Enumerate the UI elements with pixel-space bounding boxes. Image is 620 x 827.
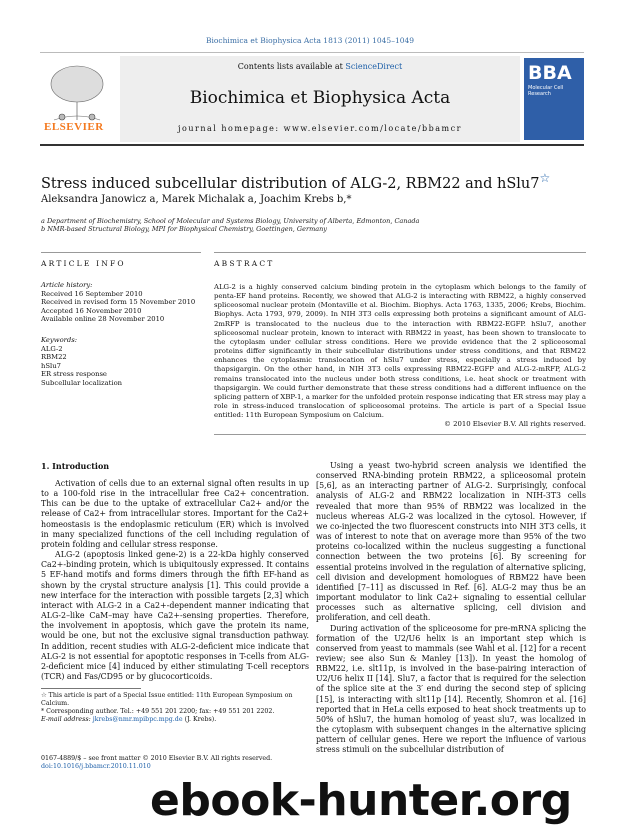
cover-subtitle: Molecular Cell Research: [528, 85, 564, 97]
contents-prefix: Contents lists available at: [237, 62, 346, 71]
doi-link[interactable]: doi:10.1016/j.bbamcr.2010.11.010: [41, 763, 151, 770]
left-column: [41, 479, 309, 682]
email-suffix: (J. Krebs).: [182, 716, 217, 723]
keywords-block: [41, 336, 201, 387]
keyword-item: Subcellular localization: [41, 378, 123, 387]
body-paragraph: ALG-2 (apoptosis linked gene-2) is a 22-kDa highly conserved Ca2+-binding protein, which is ubiquitously expressed. It contains 5 EF-hand motifs and forms dimers through the fifth EF-hand as shown by the crystal structure analysis [1]. This could provide a new interface for the interaction with possible targets [2,3] which interact with ALG-2 in a Ca2+-dependent manner indicating that ALG-2–like CaM–may have Ca2+-sensing properties. Therefore, the involvement in apoptosis, which gave the protein its name, would be one, but not the exclusive signal transduction pathway. In addition, recent studies with ALG-2-deficient mice indicate that ALG-2 is not essential for apoptotic responses in T-cells from ALG-2-deficient mice [4] induced by either stimulating T-cell receptors (TCR) and Fas/CD95 or by glucocorticoids.: [41, 550, 309, 681]
journal-citation[interactable]: Biochimica et Biophysica Acta 1813 (2011) 1045–1049: [205, 36, 415, 45]
email-line: [41, 716, 309, 724]
keyword-item: ALG-2: [41, 344, 63, 353]
abstract-label: ABSTRACT: [214, 259, 275, 268]
history-item: Available online 28 November 2010: [41, 315, 165, 323]
abstract-rule: [214, 252, 586, 253]
keyword-item: RBM22: [41, 353, 67, 361]
watermark-text: ebook-hunter.org: [150, 775, 572, 826]
history-item: Accepted 16 November 2010: [41, 306, 142, 315]
copyright-line: © 2010 Elsevier B.V. All rights reserved.: [444, 420, 586, 428]
article-title: [41, 169, 601, 193]
affiliation-a: a Department of Biochemistry, School of Molecular and Systems Biology, University of Alberta, Edmonton, Canada: [41, 217, 420, 225]
right-column: [316, 461, 586, 756]
email-link[interactable]: jkrebs@nmr.mpibpc.mpg.de: [92, 716, 183, 723]
body-paragraph: Activation of cells due to an external signal often results in up to a 100-fold rise in the intracellular free Ca2+ concentration. This can be due to the uptake of extracellular Ca2+ and/or the release of Ca2+ from intracellular stores. Important for the Ca2+ homeostasis is the endoplasmic reticulum (ER) which is involved in many specialized functions of the cell including regulation of protein folding and cellular stress response.: [41, 479, 309, 549]
issn-line: 0167-4889/$ – see front matter © 2010 Elsevier B.V. All rights reserved.: [41, 755, 273, 762]
history-heading: Article history:: [41, 281, 93, 289]
history-item: Received 16 September 2010: [41, 289, 143, 298]
keyword-item: ER stress response: [41, 370, 107, 378]
article-info-rule: [41, 252, 201, 253]
journal-title[interactable]: Biochimica et Biophysica Acta: [189, 88, 451, 108]
title-footnote-mark[interactable]: ☆: [539, 171, 551, 185]
body-paragraph: During activation of the spliceosome for pre-mRNA splicing the formation of the U2/U6 helix is an important step which is conserved from yeast to mammals (see Wahl et al. [12] for a recent review; see also Sun & Manley [13]). In yeast the homolog of RBM22, i.e. slt11p, is involved in the base-pairing interaction of U2/U6 helix II [14]. Slu7, a factor that is required for the selection of the splice site at the 3′ end during the second step of splicing [15], is interacting with slt11p [14]. Recently, Shomron et al. [16] reported that in HeLa cells exposed to heat shock treatments up to 50% of hSlu7, the human homolog of yeast slu7, was localized in the cytoplasm with subsequent changes in the alternative splicing pattern of cellular genes. Here we report the influence of various stress stimuli on the subcellular distribution of: [316, 623, 586, 755]
footnotes: [41, 692, 309, 724]
history-item: Received in revised form 15 November 2010: [41, 298, 196, 306]
special-issue-note: ☆ This article is part of a Special Issue entitled: 11th European Symposium on Calcium.: [41, 692, 293, 707]
keyword-item: hSlu7: [41, 361, 61, 370]
journal-homepage[interactable]: journal homepage: www.elsevier.com/locate/bbamcr: [178, 124, 462, 133]
elsevier-wordmark: ELSEVIER: [44, 121, 104, 133]
keywords-heading: Keywords:: [41, 336, 78, 344]
affiliation-b: b NMR-based Structural Biology, MPI for Biophysical Chemistry, Goettingen, Germany: [41, 225, 327, 233]
article-info-label: ARTICLE INFO: [41, 259, 126, 268]
body-paragraph: Using a yeast two-hybrid screen analysis we identified the conserved RNA-binding protein RBM22, a spliceosomal protein [5,6], as an interacting partner of ALG-2. Surprisingly, confocal analysis of ALG-2 and RBM22 localization in NIH-3T3 cells revealed that more than 95% of RBM22 was localized in the nucleus whereas ALG-2 was localized in the cytosol. However, if we co-injected the two fluorescent constructs into NIH 3T3 cells, it was of interest to note that on average more than 95% of the two proteins co-localized within the nucleus suggesting a functional connection between the two proteins [6]. By screening for essential proteins involved in the regulation of alternative splicing, cell division and development homologues of RBM22 have been identified [7–11] as discussed in Ref. [6]. ALG-2 may thus be an important modulator to link Ca2+ signaling to essential cellular processes such as alternative splicing, cell division and proliferation, and cell death.: [316, 461, 586, 623]
corresponding-author-note: * Corresponding author. Tel.: +49 551 201 2200; fax: +49 551 201 2202.: [41, 708, 275, 715]
article-history: [41, 281, 201, 324]
cover-title: BBA: [528, 62, 572, 84]
sciencedirect-link[interactable]: ScienceDirect: [345, 62, 403, 71]
email-prefix: E-mail address:: [41, 716, 93, 723]
contents-available-line: [120, 62, 520, 71]
abstract-bottom-rule: [214, 434, 586, 435]
front-matter: [41, 755, 309, 771]
footnote-rule: [41, 688, 141, 689]
abstract-text: ALG-2 is a highly conserved calcium binding protein in the cytoplasm which belongs to the family of penta-EF hand proteins. Recently, we showed that ALG-2 is interacting with RBM22, a highly conserved spliceosomal nuclear protein (Montaville et al. Biochim. Biophys. Acta 1763, 1335, 2006; Krebs, Biochim. Biophys. Acta 1793, 979, 2009). In NIH 3T3 cells expressing both proteins a significant amount of ALG-2mRFP is translocated to the nucleus due to the interaction with RBM22-EGFP. hSlu7, another spliceosomal nuclear protein, known to interact with RBM22 in yeast, has been shown to translocate to the cytoplasm under cellular stress conditions. Here we provide evidence that the 2 spliceosomal proteins differ significantly in their subcellular distributions under stress conditions, and that RBM22 enhances the cytoplasmic translocation of hSlu7 under stress, especially a stress induced by thapsigargin. On the other hand, in NIH 3T3 cells expressing RBM22-EGFP and ALG-2-mRFP, ALG-2 remains translocated into the nucleus under both stress conditions, i.e. heat shock or treatment with thapsigargin. We could further demonstrate that these stress conditions had a different influence on the splicing pattern of XBP-1, a marker for the unfolded protein response indicating that ER stress may play a role in stress-induced translocation of spliceosomal proteins. The article is part of a Special Issue entitled: 11th European Symposium on Calcium.: [214, 283, 586, 420]
author-list: Aleksandra Janowicz a, Marek Michalak a, Joachim Krebs b,*: [41, 194, 352, 205]
introduction-heading: 1. Introduction: [41, 461, 110, 471]
article-title-text: Stress induced subcellular distribution of ALG-2, RBM22 and hSlu7: [41, 175, 540, 192]
